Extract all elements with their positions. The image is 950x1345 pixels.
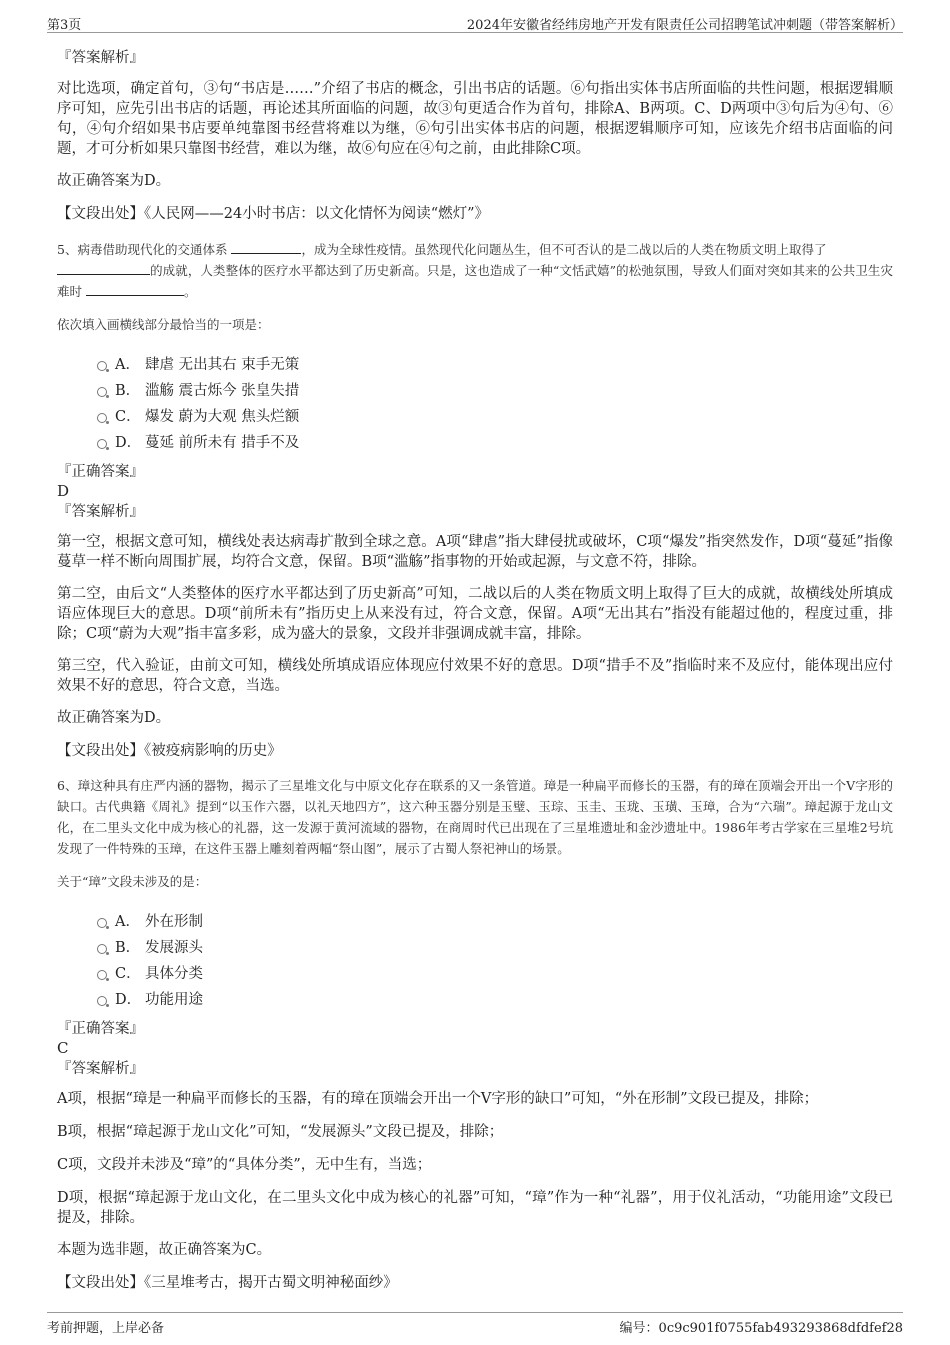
conclusion: 本题为选非题，故正确答案为C。: [57, 1242, 272, 1258]
option-c[interactable]: [57, 404, 893, 430]
option-letter: D．: [115, 992, 142, 1008]
analysis-paragraph: 第二空，由后文“人类整体的医疗水平都达到了历史新高”可知，二战以后的人类在物质文明上取得了巨大的成就，故横线处所填成语应体现巨大的意思。D项“前所未有”指历史上从来没有过，符合文意，保留。A项“无出其右”指没有能超过他的，程度过重，排除；C项“蔚为大观”指丰富多彩，成为盛大的景象，文段并非强调成就丰富，排除。: [57, 585, 893, 642]
answer-blank-3: [86, 283, 184, 296]
stem-text: 5、病毒借助现代化的交通体系: [57, 241, 228, 257]
option-text: 肆虐 无出其右 束手无策: [145, 356, 300, 373]
radio-button-icon[interactable]: [97, 387, 107, 397]
page-content: [57, 42, 893, 1308]
option-letter: D．: [115, 434, 142, 451]
analysis-label: 『答案解析』: [57, 503, 144, 520]
option-letter: C．: [115, 966, 141, 982]
stem-text: 。: [184, 283, 197, 299]
option-a[interactable]: [57, 352, 893, 378]
document-code: [620, 1317, 903, 1336]
answer-blank-2: [57, 262, 150, 275]
question-5-stem: [57, 239, 893, 302]
option-b[interactable]: [57, 935, 893, 961]
page-footer: [47, 1312, 903, 1337]
analysis-label: 『答案解析』: [57, 50, 144, 66]
option-text: 功能用途: [145, 992, 203, 1008]
source-citation: 【文段出处】《被疫病影响的历史》: [57, 742, 282, 759]
option-text: 外在形制: [145, 914, 203, 930]
page-number: 第3页: [47, 18, 82, 33]
option-letter: C．: [115, 408, 141, 425]
source-citation: 【文段出处】《三星堆考古，揭开古蜀文明神秘面纱》: [57, 1275, 398, 1291]
option-letter: A．: [115, 356, 140, 373]
option-letter: A．: [115, 914, 140, 930]
code-label: 编号：: [619, 1321, 659, 1336]
radio-button-icon[interactable]: [97, 413, 107, 423]
correct-answer: C: [57, 1039, 69, 1057]
analysis-paragraph: 第三空，代入验证，由前文可知，横线处所填成语应体现应付效果不好的意思。D项“措手不及”指临时来不及应付，能体现出应付效果不好的意思，符合文意，当选。: [57, 657, 893, 694]
radio-button-icon[interactable]: [97, 970, 107, 980]
option-text: 爆发 蔚为大观 焦头烂额: [145, 408, 300, 425]
source-citation: 【文段出处】《人民网——24小时书店：以文化情怀为阅读“燃灯”》: [57, 206, 490, 222]
option-d[interactable]: [57, 430, 893, 456]
option-letter: B．: [115, 382, 141, 399]
stem-text: ，成为全球性疫情。虽然现代化问题丛生，但不可否认的是二战以后的人类在物质文明上取得了: [301, 241, 827, 257]
page-header: [47, 10, 903, 33]
analysis-paragraph: A项，根据“璋是一种扁平而修长的玉器，有的璋在顶端会开出一个V字形的缺口”可知，“外在形制”文段已提及，排除；: [57, 1091, 819, 1107]
analysis-paragraph: B项，根据“璋起源于龙山文化”可知，“发展源头”文段已提及，排除；: [57, 1124, 504, 1140]
analysis-paragraph: D项，根据“璋起源于龙山文化，在二里头文化中成为核心的礼器”可知，“璋”作为一种“礼器”，用于仪礼活动，“功能用途”文段已提及，排除。: [57, 1190, 893, 1226]
stem-text: 的成就，人类整体的医疗水平都达到了历史新高。只是，这也造成了一种“文恬武嬉”的松弛氛围，导致人们面对突如其来的公共卫生灾难时: [57, 262, 893, 299]
question-6-stem: 6、璋这种具有庄严内涵的器物，揭示了三星堆文化与中原文化存在联系的又一条管道。璋是一种扁平而修长的玉器，有的璋在顶端会开出一个V字形的缺口。古代典籍《周礼》提到“以玉作六器，以礼天地四方”，这六种玉器分别是玉璧、玉琮、玉圭、玉珑、玉璜、玉璋，合为“六瑞”。璋起源于龙山文化，在二里头文化中成为核心的礼器，这一发源于黄河流域的器物，在商周时代已出现在了三星堆遗址和金沙遗址中。1986年考古学家在三星堆2号坑发现了一件特殊的玉璋，在这件玉器上雕刻着两幅“祭山图”，展示了古蜀人祭祀神山的场景。: [57, 778, 893, 856]
question-5-options: [57, 352, 893, 456]
conclusion: 故正确答案为D。: [57, 173, 171, 189]
document-title: 2024年安徽省经纬房地产开发有限责任公司招聘笔试冲刺题（带答案解析）: [466, 18, 903, 33]
radio-button-icon[interactable]: [97, 996, 107, 1006]
option-a[interactable]: [57, 909, 893, 935]
radio-button-icon[interactable]: [97, 361, 107, 371]
option-text: 发展源头: [145, 940, 203, 956]
answer-blank-1: [231, 241, 301, 254]
option-b[interactable]: [57, 378, 893, 404]
analysis-label: 『答案解析』: [57, 1061, 144, 1077]
radio-button-icon[interactable]: [97, 439, 107, 449]
correct-answer: D: [57, 481, 70, 500]
option-d[interactable]: [57, 987, 893, 1013]
option-letter: B．: [115, 940, 141, 956]
conclusion: 故正确答案为D。: [57, 709, 171, 726]
option-text: 蔓延 前所未有 措手不及: [145, 434, 300, 451]
analysis-paragraph: C项，文段并未涉及“璋”的“具体分类”，无中生有，当选；: [57, 1157, 432, 1173]
correct-answer-label: 『正确答案』: [57, 463, 144, 480]
analysis-paragraph: 第一空，根据文意可知，横线处表达病毒扩散到全球之意。A项“肆虐”指大肆侵扰或破坏，C项“爆发”指突然发作，D项“蔓延”指像蔓草一样不断向周围扩展，均符合文意，保留。B项“滥觞”指事物的开始或起源，与文意不符，排除。: [57, 533, 893, 570]
analysis-paragraph: 对比选项，确定首句，③句“书店是……”介绍了书店的概念，引出书店的话题。⑥句指出实体书店所面临的共性问题，根据逻辑顺序可知，应先引出书店的话题，再论述其所面临的问题，故③句更适合作为首句，排除A、B两项。C、D两项中③句后为④句、⑥句，④句介绍如果书店要单纯靠图书经营将难以为继，⑥句引出实体书店的问题，根据逻辑顺序可知，应该先介绍书店面临的问题，才可分析如果只靠图书经营，难以为继，故⑥句应在④句之前，由此排除C项。: [57, 81, 893, 157]
code-value: 0c9c901f0755fab493293868dfdfef28: [658, 1321, 903, 1336]
option-text: 具体分类: [145, 966, 203, 982]
question-6-prompt: 关于“璋”文段未涉及的是：: [57, 874, 208, 889]
option-c[interactable]: [57, 961, 893, 987]
radio-button-icon[interactable]: [97, 918, 107, 928]
correct-answer-label: 『正确答案』: [57, 1021, 144, 1037]
radio-button-icon[interactable]: [97, 944, 107, 954]
question-6-options: [57, 909, 893, 1013]
question-5-prompt: 依次填入画横线部分最恰当的一项是：: [57, 316, 270, 332]
footer-slogan: 考前押题，上岸必备: [47, 1321, 165, 1336]
option-text: 滥觞 震古烁今 张皇失措: [145, 382, 300, 399]
